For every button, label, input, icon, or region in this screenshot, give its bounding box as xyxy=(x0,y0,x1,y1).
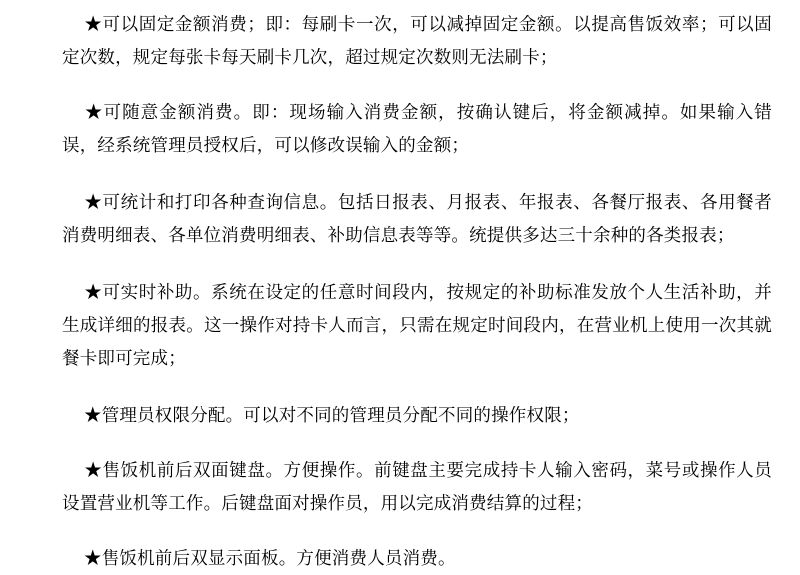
paragraph-text: ★售饭机前后双显示面板。方便消费人员消费。 xyxy=(84,548,456,568)
paragraph-dual-keyboard xyxy=(62,454,772,520)
paragraph-dual-display xyxy=(62,542,772,575)
paragraph-text: ★可实时补助。系统在设定的任意时间段内，按规定的补助标准发放个人生活补助，并生成详细的报表。这一操作对持卡人而言，只需在规定时间段内，在营业机上使用一次其就餐卡即可完成； xyxy=(62,282,772,368)
paragraph-text: ★售饭机前后双面键盘。方便操作。前键盘主要完成持卡人输入密码，菜号或操作人员设置营业机等工作。后键盘面对操作员，用以完成消费结算的过程； xyxy=(62,460,772,513)
paragraph-text: ★管理员权限分配。可以对不同的管理员分配不同的操作权限； xyxy=(84,405,580,425)
paragraph-text: ★可统计和打印各种查询信息。包括日报表、月报表、年报表、各餐厅报表、各用餐者消费明细表、各单位消费明细表、补助信息表等等。统提供多达三十余种的各类报表； xyxy=(62,192,772,245)
paragraph-statistics-print xyxy=(62,186,772,252)
paragraph-free-amount xyxy=(62,96,772,162)
paragraph-text: ★可随意金额消费。即：现场输入消费金额，按确认键后，将金额减掉。如果输入错误，经系统管理员授权后，可以修改误输入的金额； xyxy=(62,102,772,155)
paragraph-fixed-amount xyxy=(62,8,772,74)
paragraph-text: ★可以固定金额消费；即：每刷卡一次，可以减掉固定金额。以提高售饭效率；可以固定次数，规定每张卡每天刷卡几次，超过规定次数则无法刷卡； xyxy=(62,14,772,67)
paragraph-realtime-subsidy xyxy=(62,276,772,375)
paragraph-admin-permission xyxy=(62,399,772,432)
